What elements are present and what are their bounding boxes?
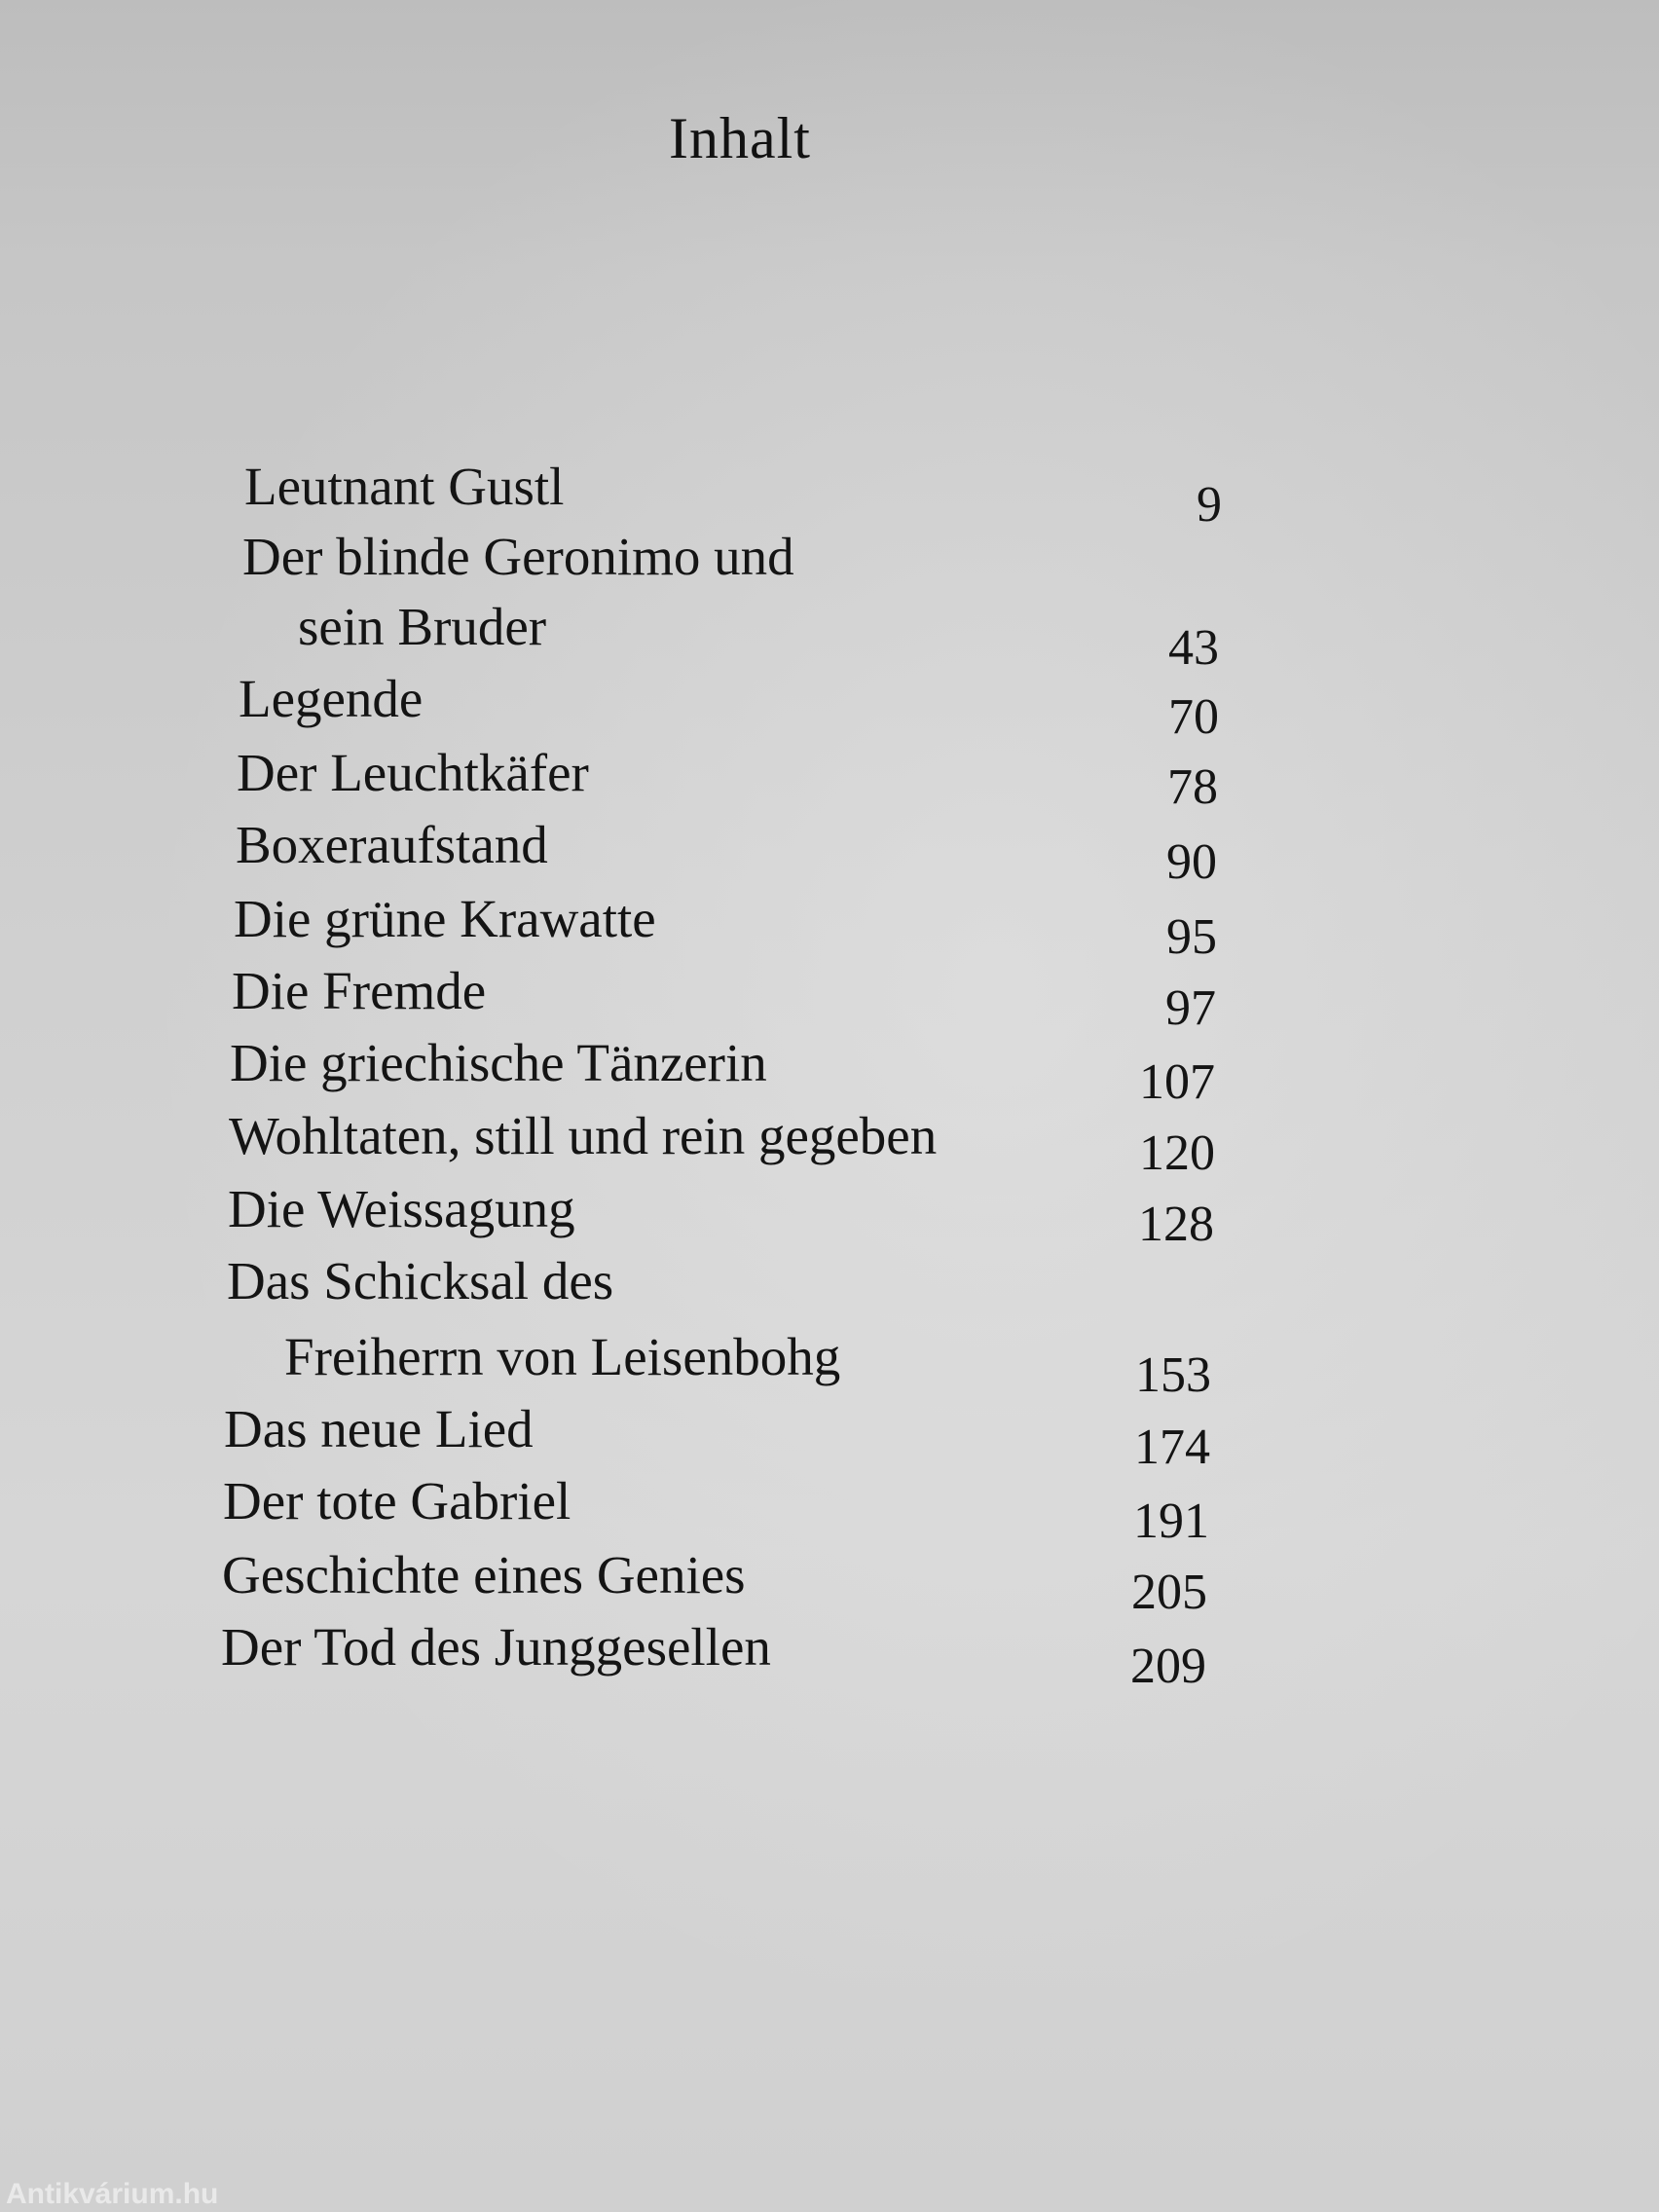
toc-title: Die griechische Tänzerin — [230, 1033, 767, 1092]
toc-title: Die Weissagung — [228, 1179, 575, 1238]
toc-page-number: 43 — [1168, 620, 1219, 676]
toc-page-number: 95 — [1166, 909, 1217, 965]
toc-page-number: 128 — [1138, 1197, 1214, 1252]
toc-title: Wohltaten, still und rein gegeben — [229, 1106, 938, 1165]
toc-title: Boxeraufstand — [236, 815, 548, 874]
toc-page-number: 205 — [1131, 1565, 1207, 1620]
toc-page-number: 90 — [1166, 834, 1217, 890]
toc-title: Das Schicksal des — [227, 1251, 614, 1310]
toc-title: Die Fremde — [232, 961, 487, 1020]
toc-page-number: 120 — [1139, 1125, 1215, 1181]
toc-title: Geschichte eines Genies — [222, 1545, 746, 1604]
watermark: Antikvárium.hu — [6, 2178, 219, 2210]
toc-title: Der tote Gabriel — [223, 1471, 571, 1530]
toc-title: Das neue Lied — [224, 1399, 534, 1458]
toc-page-number: 107 — [1139, 1054, 1215, 1110]
toc-title: Leutnant Gustl — [244, 457, 565, 516]
page-title: Inhalt — [669, 106, 811, 170]
toc-page-number: 191 — [1133, 1493, 1209, 1549]
toc-title: Legende — [239, 669, 424, 728]
toc-page-number: 209 — [1130, 1639, 1206, 1694]
toc-title-continuation: Freiherrn von Leisenbohg — [284, 1327, 841, 1386]
toc-page-number: 78 — [1167, 759, 1218, 815]
toc-title: Der Leuchtkäfer — [237, 743, 589, 802]
toc-title: Die grüne Krawatte — [234, 889, 656, 948]
toc-title: Der blinde Geronimo und — [242, 527, 794, 586]
toc-page-number: 70 — [1168, 689, 1219, 745]
toc-page-number: 153 — [1135, 1347, 1211, 1403]
toc-title-continuation: sein Bruder — [298, 597, 547, 656]
toc-page-number: 97 — [1165, 980, 1216, 1036]
toc-page-number: 174 — [1134, 1419, 1210, 1475]
toc-title: Der Tod des Junggesellen — [221, 1617, 771, 1677]
toc-page-number: 9 — [1197, 477, 1222, 533]
